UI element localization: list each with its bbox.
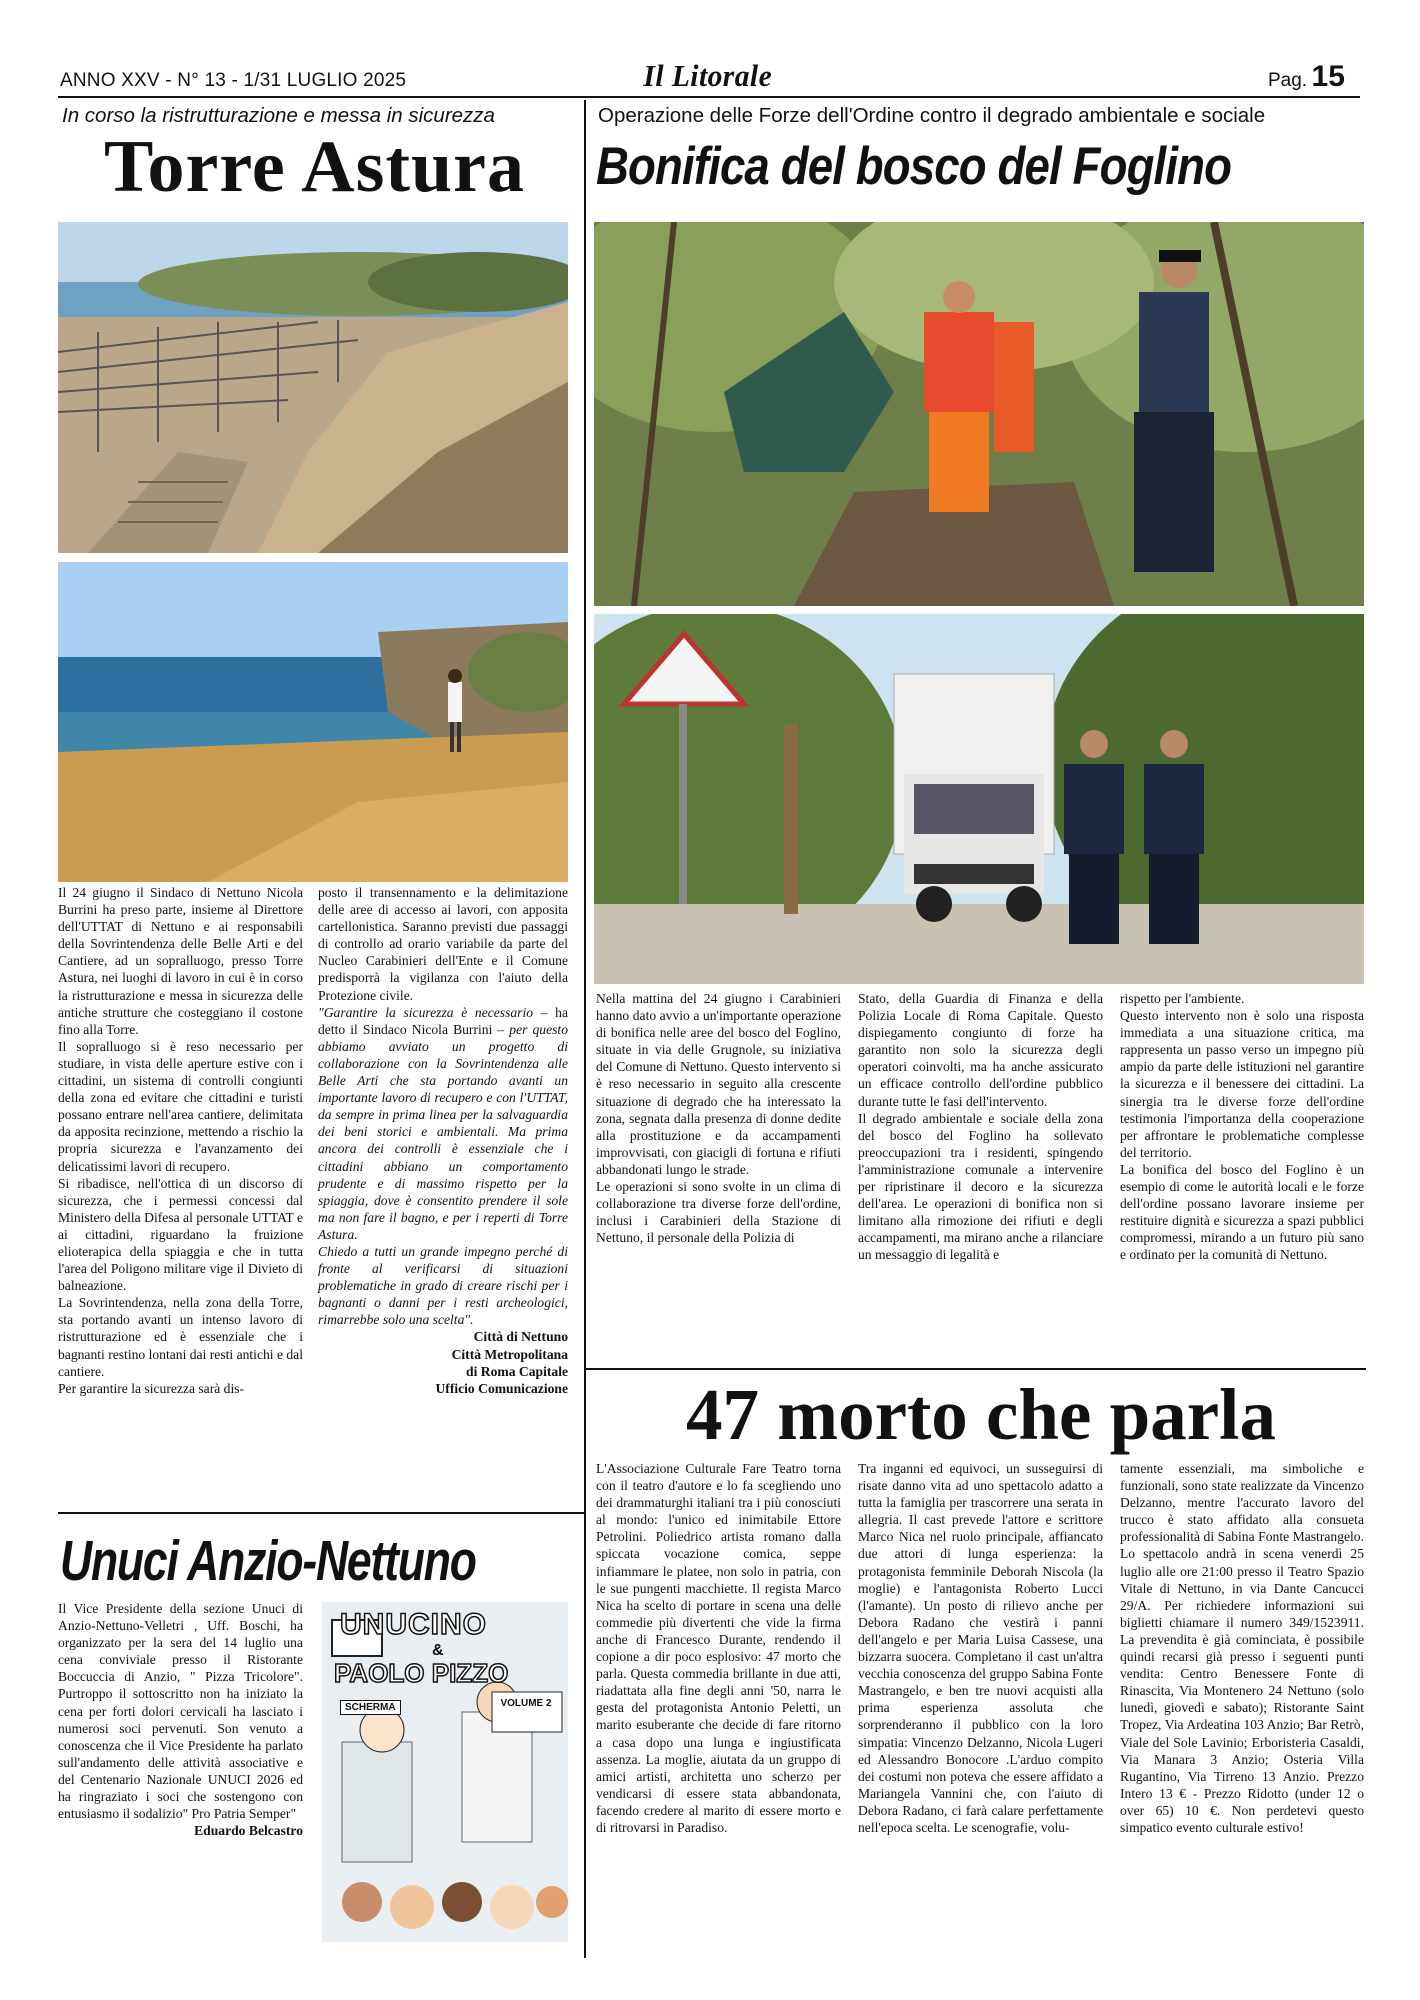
poster-title-line1: UNUCINO bbox=[340, 1608, 487, 1641]
unuci-title: Unuci Anzio-Nettuno bbox=[60, 1529, 476, 1593]
torre-kicker: In corso la ristrutturazione e messa in sicurezza bbox=[62, 104, 495, 127]
page-label: Pag. bbox=[1268, 70, 1308, 91]
torre-paragraph: Il sopralluogo si è reso necessario per studiare, in vista delle aperture estive con i cittadini, un sistema di controlli congiunti della zona ed evitare che cittadini e turisti possano entrare nell'area cantiere, delimitata da apposita recinzione, mettendo a rischio la propria sicurezza e l'avanzamento dei delicatissimi lavori di recupero. bbox=[58, 1038, 303, 1174]
torre-paragraph: Si ribadisce, nell'ottica di un discorso di sicurezza, che i permessi concessi dal Ministero della Difesa al personale UTTAT e ai cittadini, riguardano la fruizione elioterapica della spiaggia e che in tutta l'area del Poligono militare vige il Divieto di balneazione. bbox=[58, 1175, 303, 1294]
torre-quote-body: per questo abbiamo avviato un progetto di collaborazione con la Sovrintendenza alle Belle Arti che sta portando avanti un importante lavoro di recupero e con l'UTTAT, da sempre in prima linea per la salvaguardia dei beni storici e ambientali. Ma prima ancora dei controlli è essenziale che i cittadini abbiano un comportamento prudente e di massimo rispetto per la spiaggia, dove è consentito prendere il sole ma non fare il bagno, e per i reperti di Torre Astura. bbox=[318, 1021, 568, 1242]
poster-volume: VOLUME 2 bbox=[500, 1698, 552, 1709]
morto-title: 47 morto che parla bbox=[686, 1374, 1276, 1455]
poster-badge: SCHERMA bbox=[340, 1700, 401, 1715]
torre-sig-line: di Roma Capitale bbox=[466, 1363, 568, 1379]
torre-sig-line: Città Metropolitana bbox=[451, 1346, 568, 1362]
bonifica-photo-workers bbox=[594, 222, 1364, 606]
column-divider-bottom bbox=[584, 1370, 586, 1958]
torre-photo-beach bbox=[58, 562, 568, 882]
column-divider-top bbox=[584, 100, 586, 1372]
torre-title: Torre Astura bbox=[103, 126, 526, 208]
torre-quote-dash: – ha detto il Sindaco Nicola Burrini – bbox=[318, 1004, 568, 1037]
poster-ampersand: & bbox=[432, 1642, 444, 1659]
torre-column-2 bbox=[318, 884, 568, 1397]
torre-paragraph: La Sovrintendenza, nella zona della Torre, sta portando avanti un intenso lavoro di ristrutturazione ed è essenziale che i bagnanti restino lontani dai resti antichi e dal cantiere. bbox=[58, 1295, 303, 1379]
torre-quote-open: "Garantire la sicurezza è necessario bbox=[318, 1004, 534, 1020]
torre-paragraph: Il 24 giugno il Sindaco di Nettuno Nicola Burrini ha preso parte, insieme al Direttore dell'UTTAT di Nettuno e ai responsabili della Sovrintendenza delle Belle Arti e del Cantiere, ad un sopralluogo, presso Torre Astura, nei luoghi di lavoro in cui è in corso la ristrutturazione e messa in sicurezza delle antiche strutture che costeggiano il costone fino alla Torre. bbox=[58, 885, 303, 1037]
bonifica-column-3: rispetto per l'ambiente. Questo intervento non è solo una risposta immediata a una situazione critica, ma rappresenta un passo verso un impegno più ampio da parte delle istituzioni nel garantire la sicurezza e il benessere dei cittadini. La sinergia tra le diverse forze dell'ordine testimonia l'importanza della cooperazione per affrontare le problematiche complesse del territorio. La bonifica del bosco del Foglino è un esempio di come le autorità locali e le forze dell'ordine possano lavorare insieme per restituire dignità e sicurezza a spazi pubblici compromessi, mirando a un futuro più sano e ordinato per la comunità di Nettuno. bbox=[1120, 991, 1364, 1263]
issue-info: ANNO XXV - N° 13 - 1/31 LUGLIO 2025 bbox=[60, 70, 407, 91]
torre-column-1 bbox=[58, 884, 303, 1397]
bonifica-column-1: Nella mattina del 24 giugno i Carabinieri hanno dato avvio a un'importante operazione di bonifica nelle aree del bosco del Foglino, situate in via delle Grugnole, su iniziativa del Comune di Nettuno. Questo intervento si è reso necessario in seguito alla crescente situazione di degrado che ha interessato la zona, segnata dalla presenza di donne dedite alla prostituzione e da accampamenti improvvisati, con giacigli di fortuna e rifiuti abbandonati lungo le strade. Le operazioni si sono svolte in un clima di collaborazione tra diverse forze dell'ordine, inclusi i Carabinieri della Stazione di Nettuno, il personale della Polizia di bbox=[596, 991, 841, 1246]
bonifica-title: Bonifica del bosco del Foglino bbox=[596, 137, 1232, 196]
torre-photo-coast-scaffolding bbox=[58, 222, 568, 553]
morto-column-1: L'Associazione Culturale Fare Teatro torna con il teatro d'autore e lo fa scegliendo uno dei drammaturghi italiani tra i più conosciuti al mondo: l'unico ed inimitabile Ettore Petrolini. Poliedrico artista romano dalla spiccata vocazione comica, seppe infiammare le platee, non solo in patria, con le sue pungenti macchiette. Il regista Marco Nica ha scelto di portare in scena una delle commedie più divertenti che vide la firma anche di Francesco Durante, rendendo il copione a dir poco esplosivo: 47 morto che parla. Questa commedia brillante in due atti, riadattata alla fine degli anni '50, narra le gesta del protagonista Antonio Peletti, un marito esuberante che decide di fare ritorno a casa dopo una lunga e ingiustificata assenza. La moglie, aiutata da un gruppo di amici artisti, architetta uno scherzo per vendicarsi di essere stata abbandonata, facendo credere al marito di essere morto e di ritrovarsi in Paradiso. bbox=[596, 1461, 841, 1835]
unuci-signature: Eduardo Belcastro bbox=[194, 1823, 303, 1839]
morto-column-3: tamente essenziali, ma simboliche e funzionali, sono state realizzate da Vincenzo Delzanno, mentre l'accurato lavoro del trucco è stato affidato alla consueta professionalità di Sabina Fonte Mastrangelo. Lo spettacolo andrà in scena venerdì 25 luglio alle ore 21:00 presso il Teatro Spazio Vitale di Nettuno, in via Dante Cancucci 29/A. Per richiedere informazioni sui biglietti chiamare il numero 349/1523911. La prevendita è già cominciata, è possibile quindi recarsi già presso i seguenti punti vendita: Centro Benessere Fonte di Rinascita, Via Montenero 24 Nettuno (solo lunedì, giovedì e sabato); Ristorante Saint Tropez, Via Ardeatina 103 Anzio; Bar Retrò, Viale del Sole Lavinio; Erboristeria Casaldi, Via Manara 3 Anzio; Osteria Villa Rugantino, Via Tirreno 13 Anzio. Prezzo Intero 13 € - Prezzo Ridotto (under 12 o over 65) 10 €. Non perdetevi questo simpatico evento culturale estivo! bbox=[1120, 1461, 1364, 1835]
bonifica-morto-divider bbox=[584, 1368, 1366, 1370]
torre-unuci-divider bbox=[58, 1512, 584, 1514]
unuci-body bbox=[58, 1600, 303, 1839]
bonifica-column-2: Stato, della Guardia di Finanza e della Polizia Locale di Roma Capitale. Questo dispiegamento congiunto di forze ha garantito non solo la sicurezza degli operatori coinvolti, ma ha anche assicurato un efficace controllo dell'ordine pubblico durante tutte le fasi dell'intervento. Il degrado ambientale e sociale della zona del bosco del Foglino ha sollevato preoccupazioni tra i residenti, spingendo l'amministrazione comunale a intervenire per ripristinare il decoro e la sicurezza dell'area. Le operazioni di bonifica non si limitano alla rimozione dei rifiuti e degli accampamenti, ma mirano anche a rilanciare un messaggio di legalità e bbox=[858, 991, 1103, 1263]
bonifica-photo-truck bbox=[594, 614, 1364, 984]
page-number-block bbox=[1268, 60, 1345, 94]
unuci-poster bbox=[322, 1602, 568, 1942]
torre-quote-end: Chiedo a tutti un grande impegno perché di fronte al verificarsi di situazioni problematiche in grado di creare rischi per i bagnanti o danni per i resti archeologici, rimarrebbe solo una scelta". bbox=[318, 1243, 568, 1328]
torre-sig-line: Ufficio Comunicazione bbox=[435, 1380, 568, 1396]
morto-column-2: Tra inganni ed equivoci, un susseguirsi di risate danno vita ad uno spettacolo adatto a tutta la famiglia per trascorrere una serata in allegria. Il cast prevede l'attore e scrittore Marco Nica nel ruolo principale, affiancato due attori di lunga esperienza: la protagonista femminile Deborah Niscola (la moglie) e l'antagonista Roberto Lucci (l'amante). Un posto di rilievo anche per Debora Radano che vestirà i panni dell'angelo e per Maria Luisa Cassese, una bizzarra suocera. Completano il cast un'altra vecchia conoscenza del gruppo Sabina Fonte Mastrangelo, e ben tre nuovi acquisti alla prima esperienza assoluta che sorprenderanno il pubblico con la loro simpatia: Vincenzo Delzanno, Nicola Lugeri ed Alessandro Bonocore .L'arduo compito dei costumi non poteva che essere affidato a Mariangela Vannini che, con l'aiuto di Debora Radano, ci farà calare perfettamente nell'epoca scelta. Le scenografie, volu- bbox=[858, 1461, 1103, 1835]
page-number: 15 bbox=[1311, 60, 1345, 93]
torre-paragraph: Per garantire la sicurezza sarà dis- bbox=[58, 1380, 245, 1396]
bonifica-kicker: Operazione delle Forze dell'Ordine contro il degrado ambientale e sociale bbox=[598, 104, 1266, 127]
masthead: Il Litorale bbox=[643, 58, 773, 93]
poster-title-line2: PAOLO PIZZO bbox=[334, 1658, 509, 1688]
torre-signature bbox=[318, 1328, 568, 1396]
header-rule bbox=[58, 96, 1360, 98]
torre-sig-line: Città di Nettuno bbox=[473, 1329, 568, 1345]
torre-paragraph: posto il transennamento e la delimitazione delle aree di accesso ai lavori, con apposita cartellonistica. Saranno previsti due passaggi di controllo ad orario variabile da parte del Nucleo Carabinieri dell'Ente e il Comune predisporrà la vigilanza con l'aiuto della Protezione civile. bbox=[318, 885, 568, 1003]
unuci-paragraph: Il Vice Presidente della sezione Unuci di Anzio-Nettuno-Velletri , Uff. Boschi, ha organizzato per la sera del 14 luglio una cena conviviale presso il Ristorante Boccuccia di Anzio, " Pizza Tricolore". Purtroppo il sottoscritto non ha iniziato la cena per forti dolori cervicali ha lasciato i numerosi soci pervenuti. Son venuto a conoscenza che il Vice Presidente ha parlato sull'andamento delle attività associative e del Centenario Nazionale UNUCI 2026 ed ha ringraziato i soci che sostengono con entusiasmo il sodalizio" Pro Patria Semper" bbox=[58, 1601, 303, 1822]
